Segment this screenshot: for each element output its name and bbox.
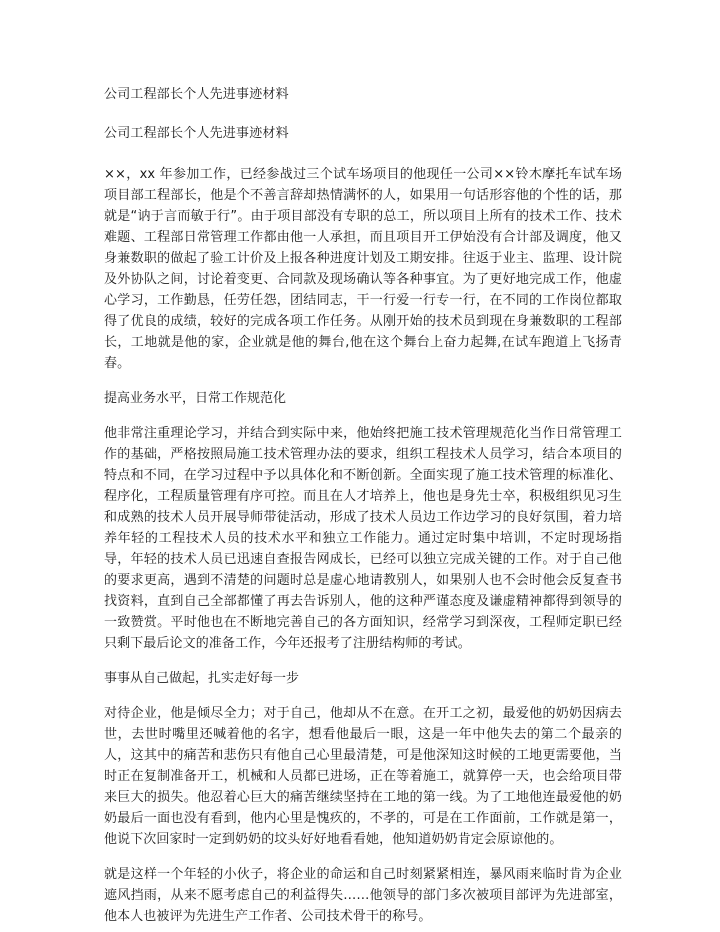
paragraph-technical: 他非常注重理论学习，并结合到实际中来，他始终把施工技术管理规范化当作日常管理工作的基础，严格按照局施工技术管理办法的要求，组织工程技术人员学习，结合本项目的特点和不同，在学习过程中予以具体化和不断创新。全面实现了施工技术管理的标准化、程序化，工程质量管理有序可控。而且在人才培养上，他也是身先士卒，积极组织见习生和成熟的技术人员开展导师带徒活动，形成了技术人员边工作边学习的良好氛围，着力培养年轻的工程技术人员的技术水平和独立工作能力。通过定时集中培训，不定时现场指导，年轻的技术人员已迅速自查报告网成长，已经可以独立完成关键的工作。对于自己他的要求更高，遇到不清楚的问题时总是虚心地请教别人，如果别人也不会时他会反复查书找资料，直到自己全部都懂了再去告诉别人，他的这种严谨态度及谦虚精神都得到领导的一致赞赏。平时他也在不断地完善自己的各方面知识，经常学习到深夜，工程师定职已经只剩下最后论文的准备工作，今年还报考了注册结构师的考试。 bbox=[104, 426, 622, 651]
section-heading-2: 事事从自己做起，扎实走好每一步 bbox=[104, 671, 300, 686]
paragraph-dedication: 对待企业，他是倾尽全力；对于自己，他却从不在意。在开工之初，最爱他的奶奶因病去世，去世时嘴里还喊着他的名字，想看他最后一眼，这是一年中他失去的第二个最亲的人，这其中的痛苦和悲伤只有他自己心里最清楚，可是他深知这时候的工地更需要他，当时正在复制准备开工，机械和人员都已进场，正在等着施工，就算停一天，也会给项目带来巨大的损失。他忍着心巨大的痛苦继续坚持在工地的第一线。为了工地他连最爱他的奶奶最后一面也没有看到，他内心里是愧疚的，不孝的，可是在工作面前，工作就是第一，他说下次回家时一定到奶奶的坟头好好地看看她，他知道奶奶肯定会原谅他的。 bbox=[104, 706, 622, 847]
document-title: 公司工程部长个人先进事迹材料 bbox=[104, 87, 289, 102]
paragraph-intro: ××，xx 年参加工作，已经参战过三个试车场项目的他现任一公司××铃木摩托车试车场项目部工程部长，他是个不善言辞却热情满怀的人，如果用一句话形容他的个性的话，那就是“讷于言而敏于行”。由于项目部没有专职的总工，所以项目上所有的技术工作、技术难题、工程部日常管理工作都由他一人承担，而且项目开工伊始没有合计部及调度，他又身兼数职的做起了验工计价及上报各种进度计划及工期安排。往返于业主、监理、设计院及外协队之间，讨论着变更、合同款及现场确认等各种事宜。为了更好地完成工作，他虚心学习，工作勤恳，任劳任怨，团结同志，干一行爱一行专一行，在不同的工作岗位都取得了优良的成绩，较好的完成各项工作任务。从刚开始的技术员到现在身兼数职的工程部长，工地就是他的家，企业就是他的舞台,他在这个舞台上奋力起舞,在试车跑道上飞扬青春。 bbox=[104, 167, 622, 371]
document-subtitle: 公司工程部长个人先进事迹材料 bbox=[104, 126, 289, 141]
section-heading-1: 提高业务水平，日常工作规范化 bbox=[104, 391, 287, 406]
paragraph-conclusion: 就是这样一个年轻的小伙子，将企业的命运和自己时刻紧紧相连，暴风雨来临时肯为企业遮风挡雨，从来不愿考虑自己的利益得失……他领导的部门多次被项目部评为先进部室，他本人也被评为先进生产工作者、公司技术骨干的称号。 bbox=[104, 867, 622, 924]
